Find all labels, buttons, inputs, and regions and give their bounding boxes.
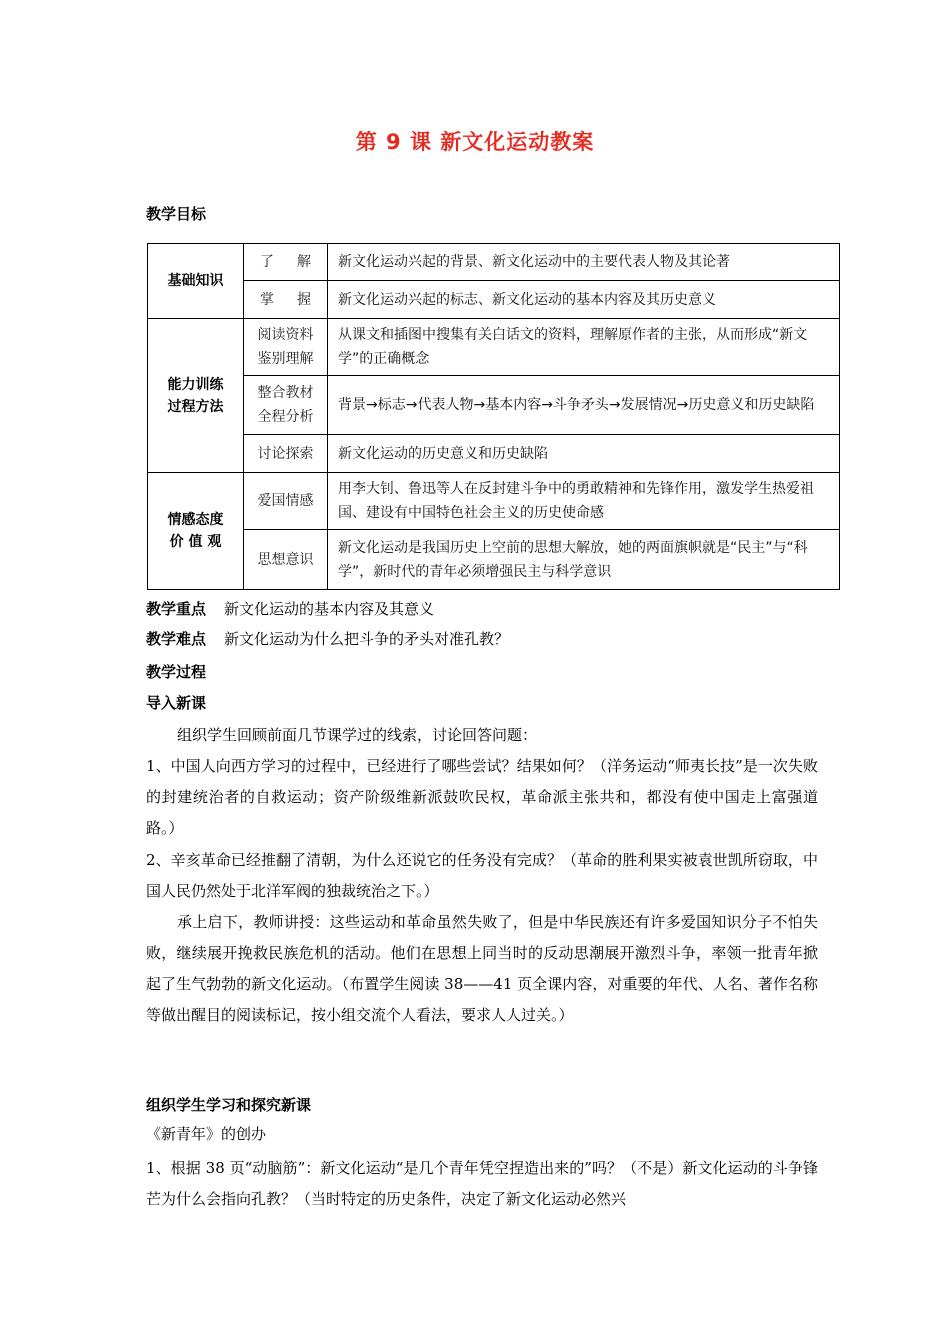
desc-cell: 用李大钊、鲁迅等人在反封建斗争中的勇敢精神和先锋作用，激发学生热爱祖国、建设有中国特色社会主义的历史使命感 xyxy=(328,473,840,530)
focus-line xyxy=(146,597,816,622)
intro-paragraph: 1、中国人向西方学习的过程中，已经进行了哪些尝试？结果如何？（洋务运动“师夷长技”是一次失败的封建统治者的自救运动；资产阶级维新派鼓吹民权，革命派主张共和，都没有使中国走上富强道路。） xyxy=(146,757,818,837)
goals-table xyxy=(147,243,840,590)
desc-cell: 新文化运动是我国历史上空前的思想大解放，她的两面旗帜就是“民主”与“科学”，新时代的青年必须增强民主与科学意识 xyxy=(328,530,840,590)
category-cell: 情感态度 价 值 观 xyxy=(148,473,244,590)
difficulty-label: 教学难点 xyxy=(146,630,207,648)
new-lesson-paragraph: 1、根据 38 页“动脑筋”：新文化运动“是几个青年凭空捏造出来的”吗？（不是）新文化运动的斗争锋芒为什么会指向孔教？（当时特定的历史条件，决定了新文化运动必然兴 xyxy=(146,1159,818,1208)
intro-heading: 导入新课 xyxy=(146,694,207,712)
goals-heading: 教学目标 xyxy=(146,205,207,223)
table-row xyxy=(148,244,840,281)
difficulty-text: 新文化运动为什么把斗争的矛头对准孔教？ xyxy=(224,630,510,648)
desc-cell: 新文化运动的历史意义和历史缺陷 xyxy=(328,435,840,473)
desc-cell: 背景→标志→代表人物→基本内容→斗争矛头→发展情况→历史意义和历史缺陷 xyxy=(328,376,840,435)
desc-cell: 新文化运动兴起的背景、新文化运动中的主要代表人物及其论著 xyxy=(328,244,840,281)
sub-cell: 掌 握 xyxy=(244,281,328,319)
intro-paragraph: 组织学生回顾前面几节课学过的线索，讨论回答问题： xyxy=(177,726,538,744)
sub-cell: 阅读资料 鉴别理解 xyxy=(244,319,328,376)
page-title: 第 9 课 新文化运动教案 xyxy=(355,130,595,154)
focus-text: 新文化运动的基本内容及其意义 xyxy=(224,600,435,618)
desc-cell: 从课文和插图中搜集有关白话文的资料，理解原作者的主张，从而形成“新文学”的正确概念 xyxy=(328,319,840,376)
intro-paragraph: 2、辛亥革命已经推翻了清朝，为什么还说它的任务没有完成？（革命的胜利果实被袁世凯所窃取，中国人民仍然处于北洋军阀的独裁统治之下。） xyxy=(146,851,818,900)
table-row xyxy=(148,281,840,319)
table-row xyxy=(148,376,840,435)
subsection-title: 《新青年》的创办 xyxy=(146,1125,267,1143)
process-heading: 教学过程 xyxy=(146,663,207,681)
new-lesson-heading: 组织学生学习和探究新课 xyxy=(146,1096,312,1114)
sub-cell: 了 解 xyxy=(244,244,328,281)
category-cell: 能力训练 过程方法 xyxy=(148,319,244,473)
table-row xyxy=(148,435,840,473)
desc-cell: 新文化运动兴起的标志、新文化运动的基本内容及其历史意义 xyxy=(328,281,840,319)
intro-paragraph: 承上启下，教师讲授：这些运动和革命虽然失败了，但是中华民族还有许多爱国知识分子不怕失败，继续展开挽救民族危机的活动。他们在思想上同当时的反动思潮展开激烈斗争，率领一批青年掀起了生气勃勃的新文化运动。（布置学生阅读 38——41 页全课内容，对重要的年代、人名、著作名称等做出醒目的阅读标记，按小组交流个人看法，要求人人过关。） xyxy=(146,913,818,1024)
sub-cell: 整合教材 全程分析 xyxy=(244,376,328,435)
sub-cell: 讨论探索 xyxy=(244,435,328,473)
sub-cell: 思想意识 xyxy=(244,530,328,590)
sub-cell: 爱国情感 xyxy=(244,473,328,530)
table-row xyxy=(148,530,840,590)
table-row xyxy=(148,473,840,530)
table-row xyxy=(148,319,840,376)
difficulty-line xyxy=(146,627,816,652)
focus-label: 教学重点 xyxy=(146,600,207,618)
category-cell: 基础知识 xyxy=(148,244,244,319)
